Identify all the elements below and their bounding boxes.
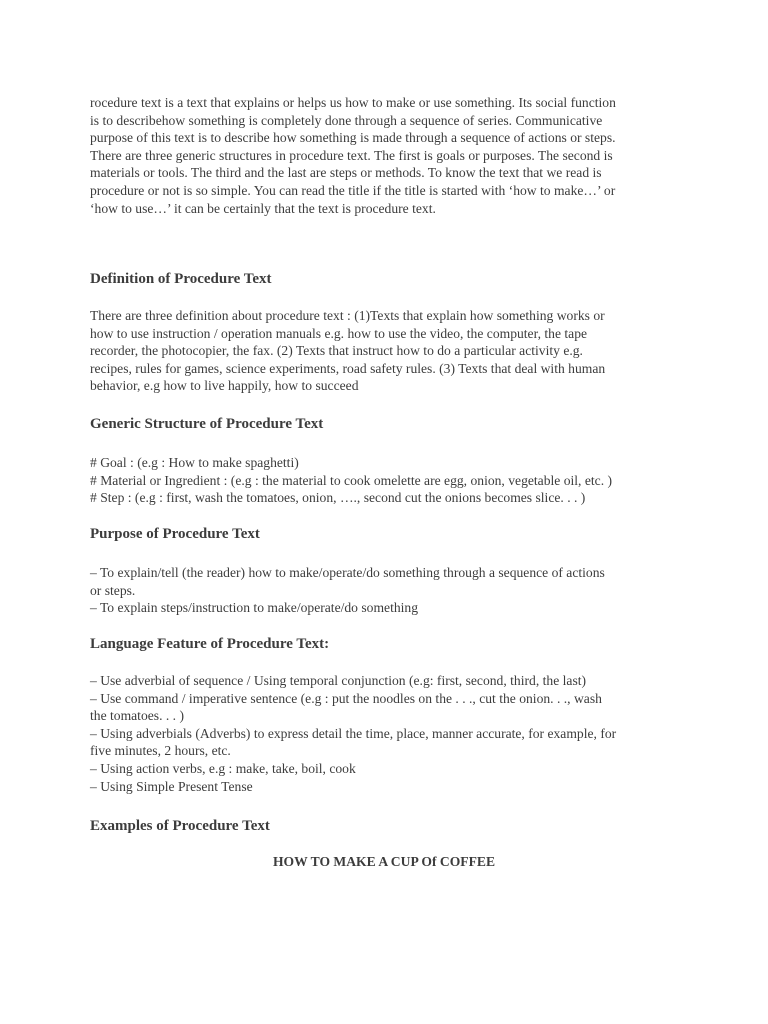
intro-line: procedure or not is so simple. You can read the title if the title is started with ‘how to make…’ or (90, 182, 616, 198)
list-item: – To explain steps/instruction to make/operate/do something (90, 600, 419, 616)
intro-line: is to describehow something is completely done through a sequence of series. Communicative (90, 112, 603, 128)
generic-structure-list (90, 454, 612, 507)
list-item: – To explain/tell (the reader) how to make/operate/do something through a sequence of actions (90, 565, 605, 580)
list-item: # Goal : (e.g : How to make spaghetti) (90, 455, 299, 470)
language-feature-section (90, 636, 329, 653)
language-feature-heading: Language Feature of Procedure Text: (90, 636, 330, 652)
list-item: – Use adverbial of sequence / Using temporal conjunction (e.g: first, second, third, the last) (90, 673, 587, 688)
definition-section (90, 271, 272, 288)
purpose-heading: Purpose of Procedure Text (90, 526, 260, 542)
list-item: five minutes, 2 hours, etc. (90, 743, 231, 759)
definition-line: There are three definition about procedure text : (1)Texts that explain how something works or (90, 308, 605, 323)
list-item: – Using Simple Present Tense (90, 778, 253, 794)
definition-line: behavior, e.g how to live happily, how to succeed (90, 378, 359, 394)
intro-line: purpose of this text is to describe how something is made through a sequence of actions or steps. (90, 130, 616, 146)
list-item: the tomatoes. . . ) (90, 708, 185, 724)
list-item: or steps. (90, 582, 136, 598)
list-item: – Use command / imperative sentence (e.g : put the noodles on the . . ., cut the onion. . ., wash (90, 690, 602, 706)
examples-section (90, 818, 270, 835)
definition-line: recorder, the photocopier, the fax. (2) Texts that instruct how to do a particular activity e.g. (90, 343, 583, 359)
example-title: HOW TO MAKE A CUP Of COFFEE (272, 854, 496, 869)
definition-heading: Definition of Procedure Text (90, 271, 272, 287)
list-item: # Material or Ingredient : (e.g : the material to cook omelette are egg, onion, vegetable oil, etc. ) (90, 472, 613, 488)
intro-line: rocedure text is a text that explains or helps us how to make or use something. Its social function (90, 95, 616, 110)
intro-paragraph (90, 94, 616, 217)
generic-structure-section (90, 416, 323, 433)
definition-line: recipes, rules for games, science experiments, road safety rules. (3) Texts that deal with human (90, 360, 606, 376)
list-item: # Step : (e.g : first, wash the tomatoes, onion, …., second cut the onions becomes slice. . . ) (90, 490, 586, 506)
intro-line: materials or tools. The third and the last are steps or methods. To know the text that we read is (90, 165, 602, 181)
purpose-section (90, 526, 260, 543)
examples-heading: Examples of Procedure Text (90, 818, 270, 834)
purpose-list (90, 564, 605, 617)
intro-line: There are three generic structures in procedure text. The first is goals or purposes. The second is (90, 147, 613, 163)
language-feature-list (90, 672, 616, 795)
list-item: – Using adverbials (Adverbs) to express detail the time, place, manner accurate, for example, for (90, 725, 617, 741)
definition-line: how to use instruction / operation manuals e.g. how to use the video, the computer, the tape (90, 325, 588, 341)
generic-structure-heading: Generic Structure of Procedure Text (90, 416, 324, 432)
intro-line: ‘how to use…’ it can be certainly that the text is procedure text. (90, 200, 436, 216)
list-item: – Using action verbs, e.g : make, take, boil, cook (90, 760, 356, 776)
definition-paragraph (90, 307, 605, 395)
